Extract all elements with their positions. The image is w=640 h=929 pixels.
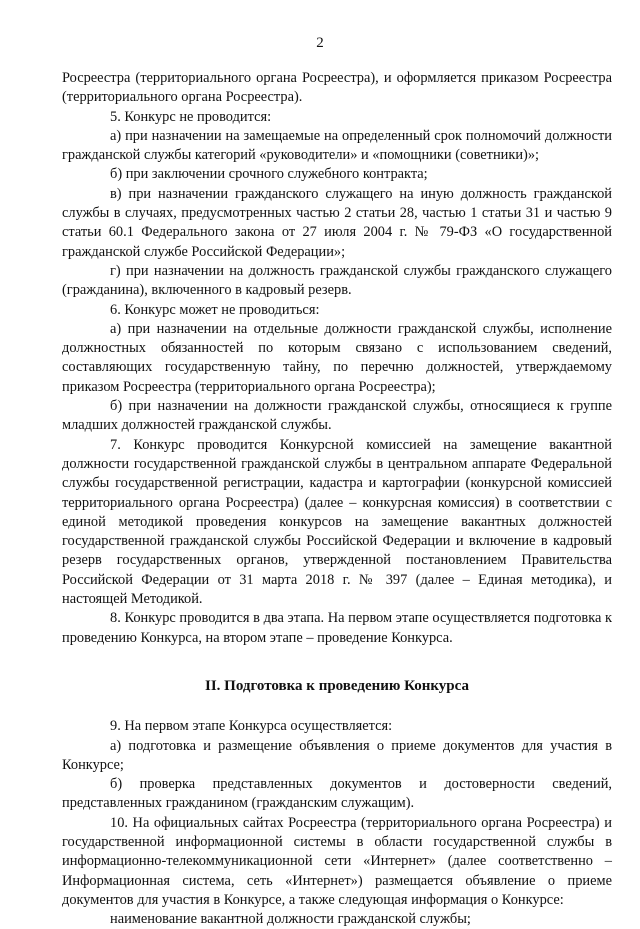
paragraph: 5. Конкурс не проводится: (110, 108, 272, 125)
paragraph: а) подготовка и размещение объявления о приеме документов для участия в Конкурсе; (62, 737, 612, 773)
document-body (62, 69, 612, 929)
paragraph: б) при назначении на должности гражданской службы, относящиеся к группе младших должностей гражданской службы. (62, 398, 612, 434)
paragraph: 7. Конкурс проводится Конкурсной комиссией на замещение вакантной должности государственной гражданской службы в центральном аппарате Федеральной службы государственной регистрации, кадастра и картографии (конкурсной комиссией территориального органа Росреестра) (далее – конкурсная комиссия) в соответствии с единой методикой проведения конкурсов на замещение вакантных должностей государственной гражданской службы Российской Федерации и включение в кадровый резерв государственных органов, утвержденной постановлением Правительства Российской Федерации от 31 марта 2018 г. № 397 (далее – Единая методика), и настоящей Методикой. (62, 436, 612, 608)
paragraph: 8. Конкурс проводится в два этапа. На первом этапе осуществляется подготовка к проведению Конкурса, на втором этапе – проведение Конкурса. (62, 610, 612, 646)
paragraph: а) при назначении на замещаемые на определенный срок полномочий должности гражданской службы категорий «руководители» и «помощники (советники)»; (62, 127, 612, 164)
paragraph: Росреестра (территориального органа Росреестра), и оформляется приказом Росреестра (территориального органа Росреестра). (62, 70, 612, 106)
paragraph: 9. На первом этапе Конкурса осуществляется: (110, 718, 393, 735)
paragraph: 6. Конкурс может не проводиться: (110, 301, 320, 318)
paragraph: а) при назначении на отдельные должности гражданской службы, исполнение должностных обязанностей по которым связано с использованием сведений, составляющих государственную тайну, по перечню должностей, утверждаемому приказом Росреестра (территориального органа Росреестра); (62, 320, 612, 395)
paragraph: 10. На официальных сайтах Росреестра (территориального органа Росреестра) и государственной информационной системы в области государственной службы в информационно-телекоммуникационной сети «Интернет» (далее соответственно – Информационная система, сеть «Интернет») размещается объявление о приеме документов для участия в Конкурсе, а также следующая информация о Конкурсе: (62, 814, 612, 908)
paragraph: б) при заключении срочного служебного контракта; (110, 166, 428, 183)
section-heading: II. Подготовка к проведению Конкурса (205, 677, 469, 694)
paragraph: г) при назначении на должность гражданской службы гражданского служащего (гражданина), включенного в кадровый резерв. (62, 262, 612, 299)
paragraph: наименование вакантной должности гражданской службы; (110, 911, 471, 928)
paragraph: б) проверка представленных документов и достоверности сведений, представленных гражданином (гражданским служащим). (62, 776, 612, 812)
paragraph: в) при назначении гражданского служащего на иную должность гражданской службы в случаях, предусмотренных частью 2 статьи 28, частью 1 статьи 31 и частью 9 статьи 60.1 Федерального закона от 27 июля 2004 г. № 79-ФЗ «О государственной гражданской службе Российской Федерации»; (62, 185, 612, 260)
page-number: 2 (316, 35, 324, 51)
